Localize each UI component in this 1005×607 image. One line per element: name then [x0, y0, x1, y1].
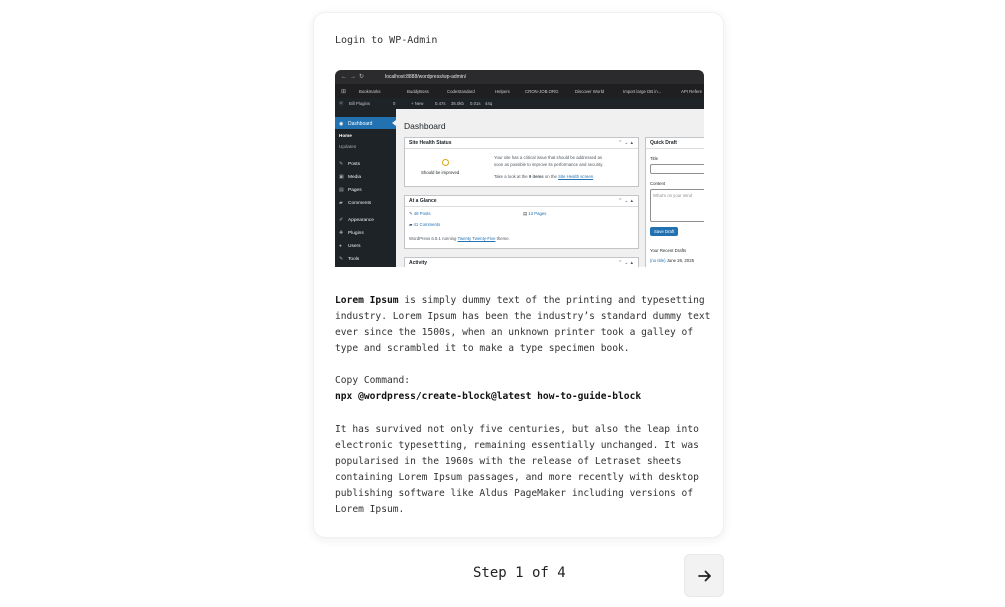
wp-sidebar [335, 109, 396, 267]
draft-title-input [650, 164, 704, 174]
arrow-right-icon [697, 568, 713, 584]
comment-icon: ▰ [409, 222, 414, 227]
quick-draft-box: Quick Draft Title Content What's on your mind Save Draft Your Recent Drafts (no title) June 26, 2025 [645, 137, 704, 267]
apps-grid-icon: ⊞ [341, 89, 347, 95]
sidebar-sub-home: Home [339, 133, 352, 138]
adminbar-stat: 36.0kb [451, 101, 464, 106]
wp-logo-icon: ⓦ [339, 101, 344, 106]
health-circle-icon [442, 159, 449, 166]
bookmark-item: BuddyBoss [407, 89, 429, 94]
adminbar-stat: 0.01s [470, 101, 481, 106]
draft-content-input: What's on your mind [650, 189, 704, 222]
bookmark-item: Import large DB in... [623, 89, 662, 94]
bookmark-item: API Refere [681, 89, 703, 94]
box-controls-icon: ⌃⌄▴ [618, 140, 635, 146]
sidebar-item-dashboard: ◉ Dashboard [335, 117, 396, 129]
sidebar-item-media: ▣ Media [339, 175, 362, 180]
sidebar-item-plugins: ✚ Plugins [339, 231, 364, 236]
command-text[interactable]: npx @wordpress/create-block@latest how-to-guide-block [335, 391, 642, 402]
bookmarks-bar [335, 84, 704, 98]
sidebar-item-users: ● Users [339, 244, 361, 249]
plugin-icon: ✚ [339, 231, 344, 236]
at-a-glance-box: At a Glance ⌃⌄▴ ✎ 48 Posts ▤ 13 Pages ▰ 41 Comments WordPress 6.8.1 running Twenty Twenty-Five theme. [404, 195, 639, 249]
sidebar-item-posts: ✎ Posts [339, 162, 360, 167]
pin-icon: ✎ [409, 211, 414, 216]
adminbar-stat: 0.47s [435, 101, 446, 106]
site-health-box: Site Health Status ⌃⌄▴ Should be improved Your site has a critical issue that should be addressed as soon as possible to improve its performance and security. Take a look at the 9 items on the Site Health screen. [404, 137, 639, 187]
pages-icon: ▤ [523, 211, 529, 216]
intro-paragraph: Lorem Ipsum is simply dummy text of the printing and typesetting industry. Lorem Ipsum has been the industry’s standard dummy text ever since the 1500s, when an unknown printer took a galley of type and scrambled it to make a type specimen book. [335, 295, 711, 354]
sidebar-item-pages: ▤ Pages [339, 188, 362, 193]
browser-url: localhost:8888/wordpress/wp-admin/ [385, 74, 467, 80]
browser-nav-icons: ←→↻ [341, 74, 368, 80]
adminbar-site: Bill Plugins [349, 101, 371, 106]
second-paragraph: It has survived not only five centuries, but also the leap into electronic typesetting, remaining essentially unchanged. It was popularised in the 1960s with the release of Letraset sheets containing Lorem Ipsum passages, and more recently with desktop publishing software like Aldus PageMaker including versions of Lorem Ipsum. [335, 424, 699, 515]
brush-icon: ✐ [339, 218, 344, 223]
bookmark-item: Bookmarks [359, 89, 381, 94]
tutorial-card [313, 12, 724, 538]
wp-page-title: Dashboard [404, 121, 446, 131]
sidebar-sub-updates: Updates [339, 144, 357, 149]
sidebar-item-comments: ▰ Comments [339, 201, 372, 206]
dashboard-icon: ◉ [339, 120, 344, 127]
pages-icon: ▤ [339, 188, 344, 193]
card-title: Login to WP-Admin [335, 35, 438, 46]
wrench-icon: ✎ [339, 257, 344, 262]
wp-admin-screenshot [335, 70, 704, 267]
bookmark-item: Helpers [495, 89, 510, 94]
save-draft-button: Save Draft [650, 227, 678, 236]
active-arrow [392, 120, 396, 126]
user-icon: ● [339, 244, 342, 249]
wp-admin-bar [335, 98, 704, 109]
adminbar-new: + New [411, 101, 424, 106]
sidebar-item-tools: ✎ Tools [339, 257, 360, 262]
activity-box: Activity ⌃⌄▴ [404, 257, 639, 267]
bookmark-item: CRON-JOB.ORG [525, 89, 559, 94]
comment-icon: ▰ [339, 201, 343, 206]
step-indicator: Step 1 of 4 [473, 565, 566, 581]
box-controls-icon: ⌃⌄▴ [618, 260, 635, 266]
bookmark-item: Discover World [575, 89, 605, 94]
pin-icon: ✎ [339, 162, 344, 167]
bookmark-item: CodeStandard [447, 89, 475, 94]
adminbar-stat: 44q [485, 101, 493, 106]
sidebar-item-appearance: ✐ Appearance [339, 218, 374, 223]
adminbar-comments: 0 [393, 101, 396, 106]
box-controls-icon: ⌃⌄▴ [618, 198, 635, 204]
next-step-button[interactable] [684, 554, 724, 597]
browser-bar [335, 70, 704, 84]
copy-command-label: Copy Command: [335, 375, 411, 386]
media-icon: ▣ [339, 175, 344, 180]
